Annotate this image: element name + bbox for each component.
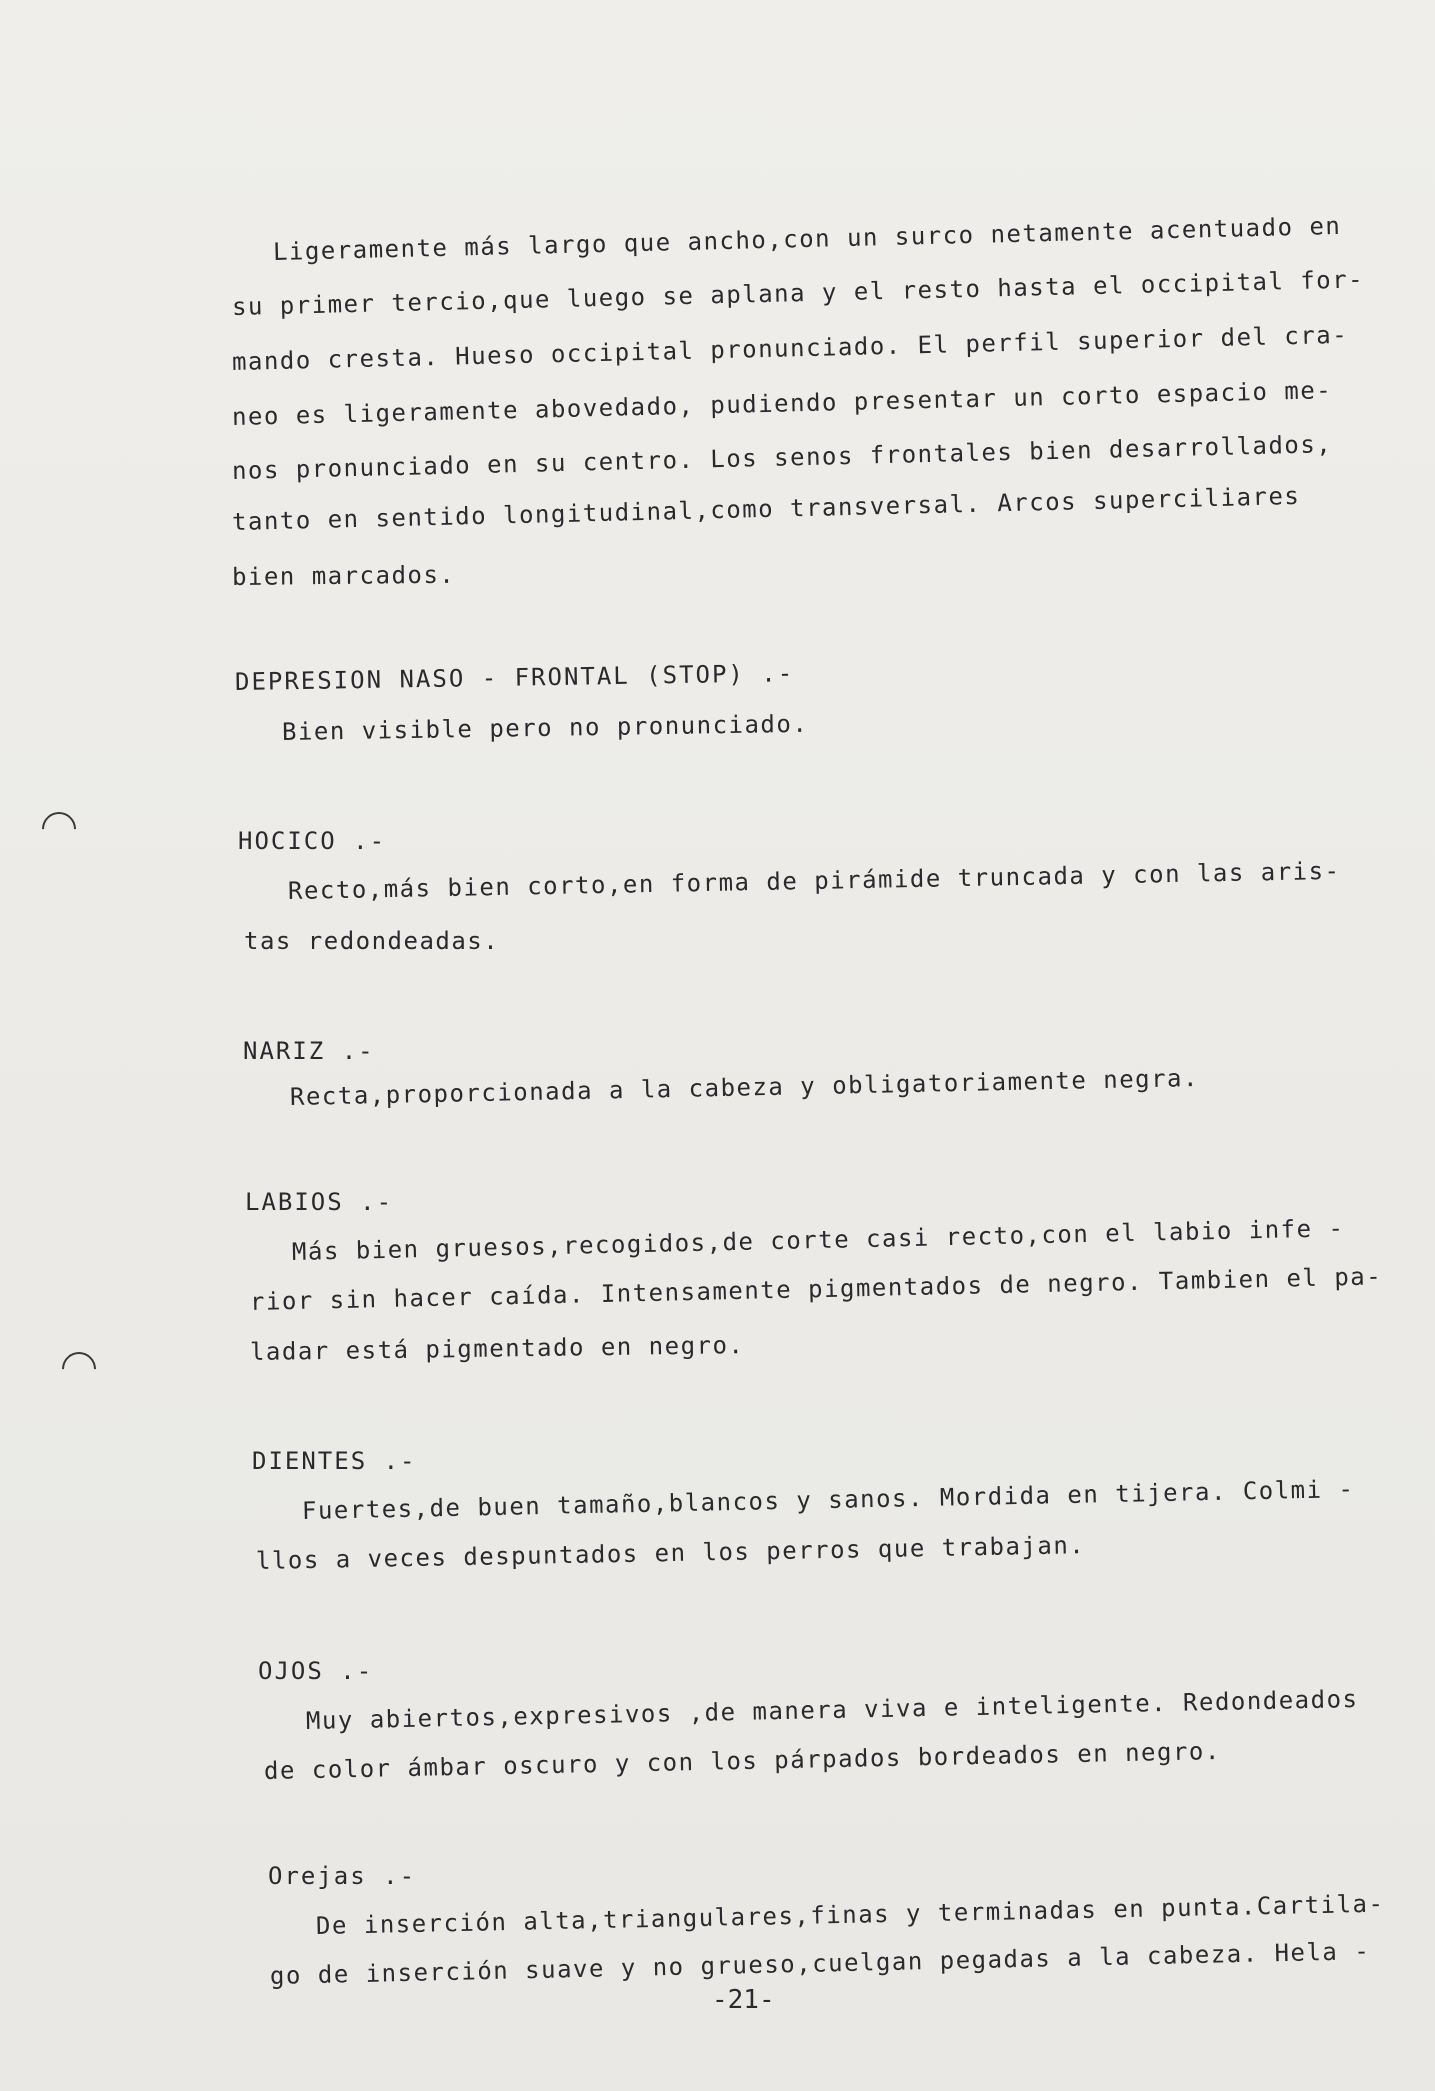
- paragraph-line: tanto en sentido longitudinal,como transversal. Arcos superciliares: [231, 481, 1301, 536]
- section-heading: Orejas .-: [268, 1862, 417, 1890]
- paragraph-line: bien marcados.: [231, 560, 456, 591]
- paragraph-line: nos pronunciado en su centro. Los senos frontales bien desarrollados,: [231, 430, 1333, 485]
- paragraph-line: neo es ligeramente abovedado, pudiendo presentar un corto espacio me-: [231, 376, 1333, 431]
- section-text: Bien visible pero no pronunciado.: [281, 709, 809, 746]
- binder-hole-mark: [35, 805, 83, 853]
- section-heading: LABIOS .-: [245, 1188, 394, 1216]
- section-heading: OJOS .-: [258, 1657, 374, 1685]
- section-text: Más bien gruesos,recogidos,de corte casi recto,con el labio infe -: [291, 1214, 1345, 1266]
- section-text: Muy abiertos,expresivos ,de manera viva e inteligente. Redondeados: [305, 1684, 1359, 1735]
- section-text: Fuertes,de buen tamaño,blancos y sanos. Mordida en tijera. Colmi -: [301, 1474, 1355, 1525]
- section-text: rior sin hacer caída. Intensamente pigmentados de negro. Tambien el pa-: [249, 1262, 1383, 1316]
- section-text: de color ámbar oscuro y con los párpados bordeados en negro.: [263, 1736, 1222, 1785]
- section-heading: DEPRESION NASO - FRONTAL (STOP) .-: [234, 659, 795, 696]
- paragraph-line: su primer tercio,que luego se aplana y el resto hasta el occipital for-: [231, 265, 1365, 321]
- section-text: ladar está pigmentado en negro.: [249, 1331, 745, 1366]
- section-text: tas redondeadas.: [244, 927, 500, 955]
- section-text: llos a veces despuntados en los perros que trabajan.: [255, 1531, 1086, 1575]
- section-text: go de inserción suave y no grueso,cuelgan pegadas a la cabeza. Hela -: [269, 1937, 1371, 1990]
- section-text: De inserción alta,triangulares,finas y terminadas en punta.Cartila-: [315, 1889, 1385, 1940]
- section-heading: DIENTES .-: [252, 1447, 417, 1475]
- paragraph-line: Ligeramente más largo que ancho,con un surco netamente acentuado en: [272, 211, 1342, 266]
- page-number: -21-: [712, 1985, 775, 2015]
- section-text: Recto,más bien corto,en forma de pirámide truncada y con las aris-: [287, 856, 1341, 905]
- section-heading: NARIZ .-: [243, 1037, 375, 1065]
- paragraph-line: mando cresta. Hueso occipital pronunciado. El perfil superior del cra-: [231, 320, 1349, 376]
- section-text: Recta,proporcionada a la cabeza y obligatoriamente negra.: [289, 1063, 1200, 1111]
- section-heading: HOCICO .-: [238, 827, 387, 855]
- binder-hole-mark: [55, 1345, 103, 1393]
